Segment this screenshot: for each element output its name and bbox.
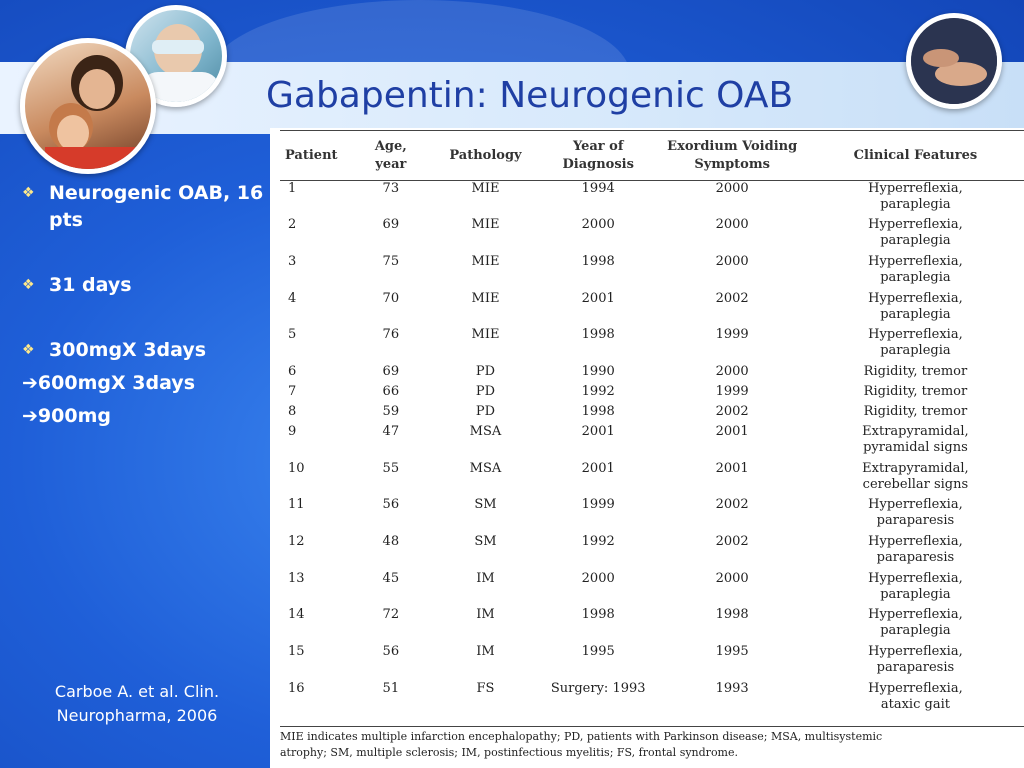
mother-child-photo-image: [20, 38, 156, 174]
cell-pathology: MIE: [471, 327, 500, 343]
cell-year: 1994: [581, 181, 615, 196]
cell-age: 72: [382, 607, 400, 623]
cell-age: 47: [382, 423, 400, 439]
clinical-line: paraplegia: [880, 269, 951, 285]
clinical-line: paraparesis: [876, 513, 955, 529]
cell-patient: 2: [288, 217, 297, 233]
cell-patient: 6: [288, 363, 297, 379]
table-row: [280, 497, 1024, 534]
header-year-line: Diagnosis: [562, 156, 634, 172]
cell-year: 1999: [581, 497, 615, 513]
clinical-line: Hyperreflexia,: [868, 497, 963, 513]
table-panel: [270, 128, 1024, 768]
clinical-line: paraplegia: [880, 343, 951, 359]
cell-pathology: PD: [475, 403, 496, 419]
cell-clinical: [807, 681, 1024, 718]
cell-patient: 11: [288, 497, 305, 513]
cell-age: 55: [382, 460, 400, 476]
cell-age: 51: [382, 680, 400, 696]
cell-pathology: SM: [474, 497, 497, 513]
cell-exordium: 2000: [715, 181, 749, 196]
cell-year: 2001: [581, 290, 615, 306]
cell-clinical: [807, 644, 1024, 681]
cell-patient: 10: [288, 460, 305, 476]
diamond-bullet-icon: ❖: [22, 277, 35, 293]
cell-age: 70: [382, 290, 400, 306]
table-row: [280, 384, 1024, 404]
table-row: [280, 424, 1024, 461]
table-row: [280, 254, 1024, 291]
cell-patient: 13: [288, 570, 305, 586]
cell-pathology: SM: [474, 534, 497, 549]
table-row: [280, 461, 1024, 498]
citation: [14, 680, 260, 728]
cell-year: 1998: [581, 403, 615, 419]
clinical-line: Hyperreflexia,: [868, 253, 963, 269]
cell-pathology: MIE: [471, 181, 500, 196]
cell-pathology: IM: [476, 607, 495, 623]
header-age-line: year: [375, 156, 407, 172]
cell-year: 2000: [581, 570, 615, 586]
cell-exordium: 1995: [715, 644, 749, 660]
bullet-item: [22, 180, 267, 234]
header-exordium: [657, 131, 806, 181]
cell-clinical: [807, 534, 1024, 571]
cell-exordium: 2001: [715, 460, 749, 476]
table-row: [280, 181, 1024, 218]
table-row: [280, 534, 1024, 571]
cell-pathology: MIE: [471, 290, 500, 306]
clinical-line: Extrapyramidal,: [862, 460, 969, 476]
cell-year: 2001: [581, 423, 615, 439]
cell-exordium: 2002: [715, 534, 749, 549]
cell-patient: 8: [288, 403, 297, 419]
arrow-line-text: 900mg: [37, 405, 111, 427]
cell-clinical: [807, 607, 1024, 644]
cell-exordium: 2000: [715, 217, 749, 233]
cell-year: 1990: [581, 363, 615, 379]
arrow-line: [22, 367, 267, 400]
cell-pathology: IM: [476, 644, 495, 660]
cell-clinical: [807, 424, 1024, 461]
cell-age: 76: [382, 327, 400, 343]
cell-age: 75: [382, 253, 400, 269]
bullet-text: 31 days: [49, 274, 132, 296]
cell-exordium: 2000: [715, 253, 749, 269]
cell-pathology: PD: [475, 383, 496, 399]
cell-clinical: [807, 291, 1024, 328]
cell-exordium: 1999: [715, 383, 749, 399]
diamond-bullet-icon: ❖: [22, 342, 35, 358]
cell-age: 66: [382, 383, 400, 399]
cell-patient: 9: [288, 423, 297, 439]
table-header-row: [280, 131, 1024, 181]
patient-table: [280, 130, 1024, 717]
clinical-line: Extrapyramidal,: [862, 423, 969, 439]
clinical-line: Hyperreflexia,: [868, 217, 963, 233]
cell-exordium: 1993: [715, 680, 749, 696]
cell-year: 1998: [581, 327, 615, 343]
cell-year: Surgery: 1993: [550, 680, 646, 696]
cell-clinical: Rigidity, tremor: [863, 403, 968, 419]
cell-pathology: MSA: [469, 423, 502, 439]
header-age: [350, 131, 432, 181]
clinical-line: Hyperreflexia,: [868, 327, 963, 343]
table-row: [280, 364, 1024, 384]
cell-age: 56: [382, 644, 400, 660]
clinical-line: Hyperreflexia,: [868, 534, 963, 549]
bullet-item: [22, 272, 267, 299]
cell-age: 73: [382, 181, 400, 196]
cell-year: 1992: [581, 383, 615, 399]
table-row: [280, 327, 1024, 364]
cell-age: 48: [382, 534, 400, 549]
cell-patient: 5: [288, 327, 297, 343]
clinical-line: paraplegia: [880, 233, 951, 249]
cell-age: 45: [382, 570, 400, 586]
cell-exordium: 2000: [715, 570, 749, 586]
clinical-line: Hyperreflexia,: [868, 644, 963, 660]
clinical-line: ataxic gait: [880, 696, 950, 712]
cell-year: 2001: [581, 460, 615, 476]
footnote-line: atrophy; SM, multiple sclerosis; IM, postinfectious myelitis; FS, frontal syndrome.: [280, 746, 738, 759]
cell-exordium: 2002: [715, 290, 749, 306]
cell-clinical: [807, 571, 1024, 608]
cell-patient: 1: [288, 181, 297, 196]
diamond-bullet-icon: ❖: [22, 185, 35, 201]
cell-exordium: 1998: [715, 607, 749, 623]
clinical-line: Hyperreflexia,: [868, 181, 963, 196]
arrow-line: [22, 400, 267, 433]
clinical-line: Hyperreflexia,: [868, 290, 963, 306]
clinical-line: paraplegia: [880, 586, 951, 602]
cell-year: 2000: [581, 217, 615, 233]
table-row: [280, 644, 1024, 681]
cell-pathology: MIE: [471, 217, 500, 233]
cell-pathology: PD: [475, 363, 496, 379]
right-arrow-icon: ➔: [22, 372, 38, 394]
header-exordium-line: Exordium Voiding: [667, 138, 798, 154]
clinical-line: Hyperreflexia,: [868, 570, 963, 586]
cell-year: 1995: [581, 644, 615, 660]
cell-year: 1992: [581, 534, 615, 549]
clinical-line: paraplegia: [880, 623, 951, 639]
cell-patient: 3: [288, 253, 297, 269]
header-patient: Patient: [285, 147, 338, 163]
header-exordium-line: Symptoms: [694, 156, 770, 172]
cell-pathology: IM: [476, 570, 495, 586]
cell-patient: 7: [288, 383, 297, 399]
cell-clinical: Rigidity, tremor: [863, 363, 968, 379]
cell-patient: 14: [288, 607, 305, 623]
cell-year: 1998: [581, 253, 615, 269]
right-arrow-icon: ➔: [22, 405, 38, 427]
cell-year: 1998: [581, 607, 615, 623]
cell-clinical: Rigidity, tremor: [863, 383, 968, 399]
table-row: [280, 681, 1024, 718]
cell-clinical: [807, 327, 1024, 364]
cell-clinical: [807, 217, 1024, 254]
cell-patient: 12: [288, 534, 305, 549]
cell-clinical: [807, 461, 1024, 498]
clinical-line: Hyperreflexia,: [868, 680, 963, 696]
cell-clinical: [807, 497, 1024, 534]
clinical-line: Hyperreflexia,: [868, 607, 963, 623]
citation-line: Carboe A. et al. Clin.: [54, 682, 220, 701]
cell-patient: 4: [288, 290, 297, 306]
cell-patient: 15: [288, 644, 305, 660]
clinical-line: paraparesis: [876, 550, 955, 565]
arrow-line-text: 600mgX 3days: [37, 372, 195, 394]
cell-clinical: [807, 254, 1024, 291]
cell-age: 56: [382, 497, 400, 513]
bullet-text: Neurogenic OAB, 16 pts: [49, 182, 264, 231]
slide-title: Gabapentin: Neurogenic OAB: [266, 75, 794, 116]
header-year: [539, 131, 658, 181]
cell-clinical: [807, 181, 1024, 218]
cell-pathology: MSA: [469, 460, 502, 476]
cell-age: 69: [382, 217, 400, 233]
table-row: [280, 404, 1024, 424]
bullet-list: [22, 180, 267, 433]
table-row: [280, 607, 1024, 644]
cell-patient: 16: [288, 680, 305, 696]
cell-age: 59: [382, 403, 400, 419]
bullet-item: [22, 337, 267, 364]
clinical-line: paraplegia: [880, 306, 951, 322]
cell-exordium: 2000: [715, 363, 749, 379]
cell-age: 69: [382, 363, 400, 379]
patient-hands-photo-image: [906, 13, 1002, 109]
table-row: [280, 291, 1024, 328]
cell-exordium: 2001: [715, 423, 749, 439]
clinical-line: pyramidal signs: [863, 439, 968, 455]
citation-line: Neuropharma, 2006: [56, 706, 218, 725]
footnote-line: MIE indicates multiple infarction encephalopathy; PD, patients with Parkinson disease; MSA, multisystemic: [280, 730, 883, 743]
header-age-line: Age,: [374, 138, 407, 154]
cell-exordium: 2002: [715, 497, 749, 513]
table-row: [280, 217, 1024, 254]
cell-exordium: 1999: [715, 327, 749, 343]
cell-pathology: FS: [476, 680, 495, 696]
table-row: [280, 571, 1024, 608]
clinical-line: paraplegia: [880, 197, 951, 212]
header-pathology: Pathology: [449, 147, 522, 163]
header-year-line: Year of: [572, 138, 624, 154]
cell-pathology: MIE: [471, 253, 500, 269]
bullet-text: 300mgX 3days: [49, 339, 207, 361]
clinical-line: cerebellar signs: [862, 476, 969, 492]
table-footnote: [280, 726, 1024, 761]
header-clinical: Clinical Features: [853, 147, 978, 163]
clinical-line: paraparesis: [876, 660, 955, 676]
cell-exordium: 2002: [715, 403, 749, 419]
